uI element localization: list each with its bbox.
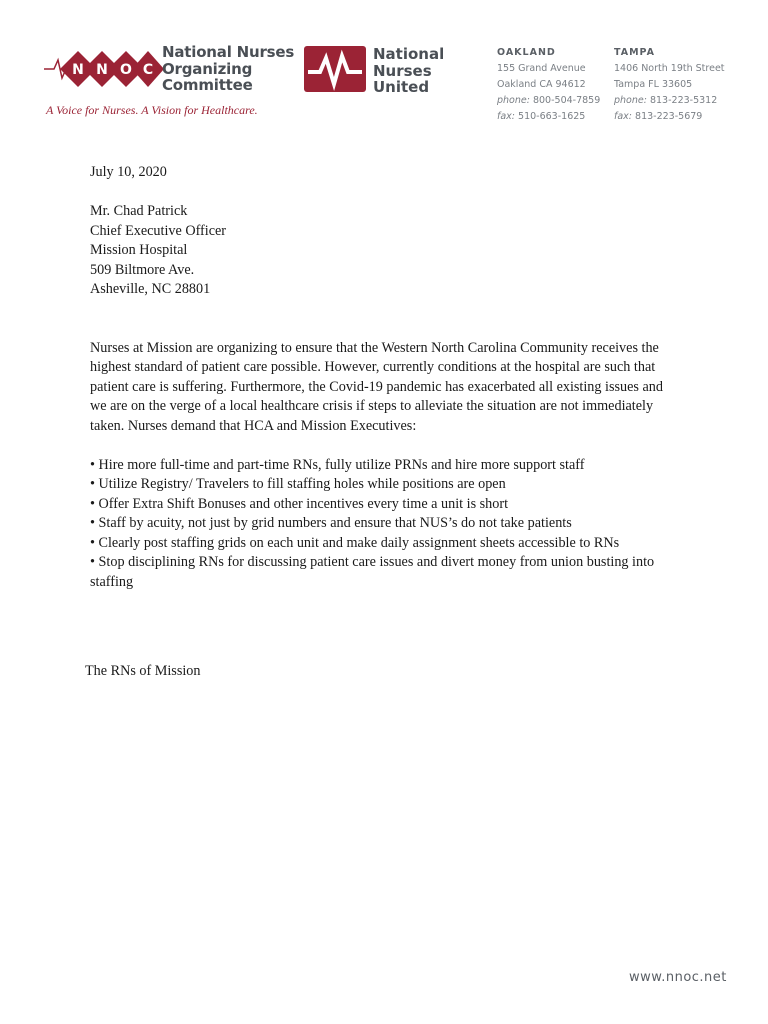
nnoc-letter: N bbox=[96, 62, 108, 78]
nnu-name bbox=[373, 46, 444, 96]
office-phone: phone: 800-504-7859 bbox=[497, 95, 601, 106]
nnoc-letter: O bbox=[120, 62, 132, 78]
nnoc-name-line: Committee bbox=[162, 76, 253, 94]
letter-body bbox=[90, 163, 690, 592]
demand-item: • Utilize Registry/ Travelers to fill staffing holes while positions are open bbox=[90, 476, 506, 492]
recipient-address bbox=[90, 202, 690, 300]
nnoc-letter: N bbox=[72, 62, 84, 78]
office-fax: fax: 510-663-1625 bbox=[497, 111, 586, 122]
recipient-city: Asheville, NC 28801 bbox=[90, 281, 211, 297]
office-oakland bbox=[497, 45, 600, 125]
nnoc-letter: C bbox=[142, 62, 154, 78]
nnu-name-line: United bbox=[373, 78, 430, 96]
nnu-name-line: Nurses bbox=[373, 61, 432, 80]
letter-date: July 10, 2020 bbox=[90, 164, 167, 180]
nnu-name-line: National bbox=[373, 45, 445, 63]
office-fax: fax: 813-223-5679 bbox=[614, 111, 703, 122]
office-address2: Oakland CA 94612 bbox=[497, 79, 586, 90]
nnoc-diamond-icon bbox=[44, 46, 164, 92]
demand-item: • Staff by acuity, not just by grid numbers and ensure that NUS’s do not take patients bbox=[90, 515, 572, 531]
recipient-name: Mr. Chad Patrick bbox=[90, 203, 188, 219]
nnoc-name-line: Organizing bbox=[162, 59, 253, 78]
office-address1: 1406 North 19th Street bbox=[614, 63, 725, 74]
demand-item: • Hire more full-time and part-time RNs, fully utilize PRNs and hire more support staff bbox=[90, 456, 585, 473]
recipient-organization: Mission Hospital bbox=[90, 242, 188, 258]
demand-item: • Offer Extra Shift Bonuses and other incentives every time a unit is short bbox=[90, 495, 509, 512]
nnu-logo bbox=[304, 46, 454, 96]
demand-item: • Stop disciplining RNs for discussing patient care issues and divert money from union busting into staffing bbox=[90, 554, 655, 590]
office-tampa bbox=[614, 45, 725, 125]
nnoc-name bbox=[162, 44, 294, 94]
office-address2: Tampa FL 33605 bbox=[614, 79, 693, 90]
office-address1: 155 Grand Avenue bbox=[497, 63, 586, 74]
nnu-mark-icon bbox=[304, 46, 366, 92]
recipient-title: Chief Executive Officer bbox=[90, 222, 227, 239]
recipient-street: 509 Biltmore Ave. bbox=[90, 261, 195, 278]
nnoc-logo bbox=[44, 42, 294, 92]
footer-website: www.nnoc.net bbox=[629, 970, 727, 985]
office-phone: phone: 813-223-5312 bbox=[614, 95, 718, 106]
letter-paragraph: Nurses at Mission are organizing to ensure that the Western North Carolina Community receives the highest standard of patient care possible. However, currently conditions at the hospital are such that patient care is suffering. Furthermore, the Covid-19 pandemic has exacerbated all existing issues and we are on the verge of a local healthcare crisis if steps to alleviate the situation are not immediately taken. Nurses demand that HCA and Mission Executives: bbox=[90, 339, 663, 434]
demand-item: • Clearly post staffing grids on each unit and make daily assignment sheets accessible to RNs bbox=[90, 534, 620, 551]
letter-signoff: The RNs of Mission bbox=[85, 663, 201, 679]
office-city: OAKLAND bbox=[497, 47, 556, 58]
nnoc-tagline: A Voice for Nurses. A Vision for Healthcare. bbox=[46, 103, 258, 117]
nnoc-name-line: National Nurses bbox=[162, 43, 295, 61]
office-city: TAMPA bbox=[614, 47, 655, 58]
demands-list bbox=[90, 456, 670, 593]
letterhead bbox=[0, 0, 768, 130]
